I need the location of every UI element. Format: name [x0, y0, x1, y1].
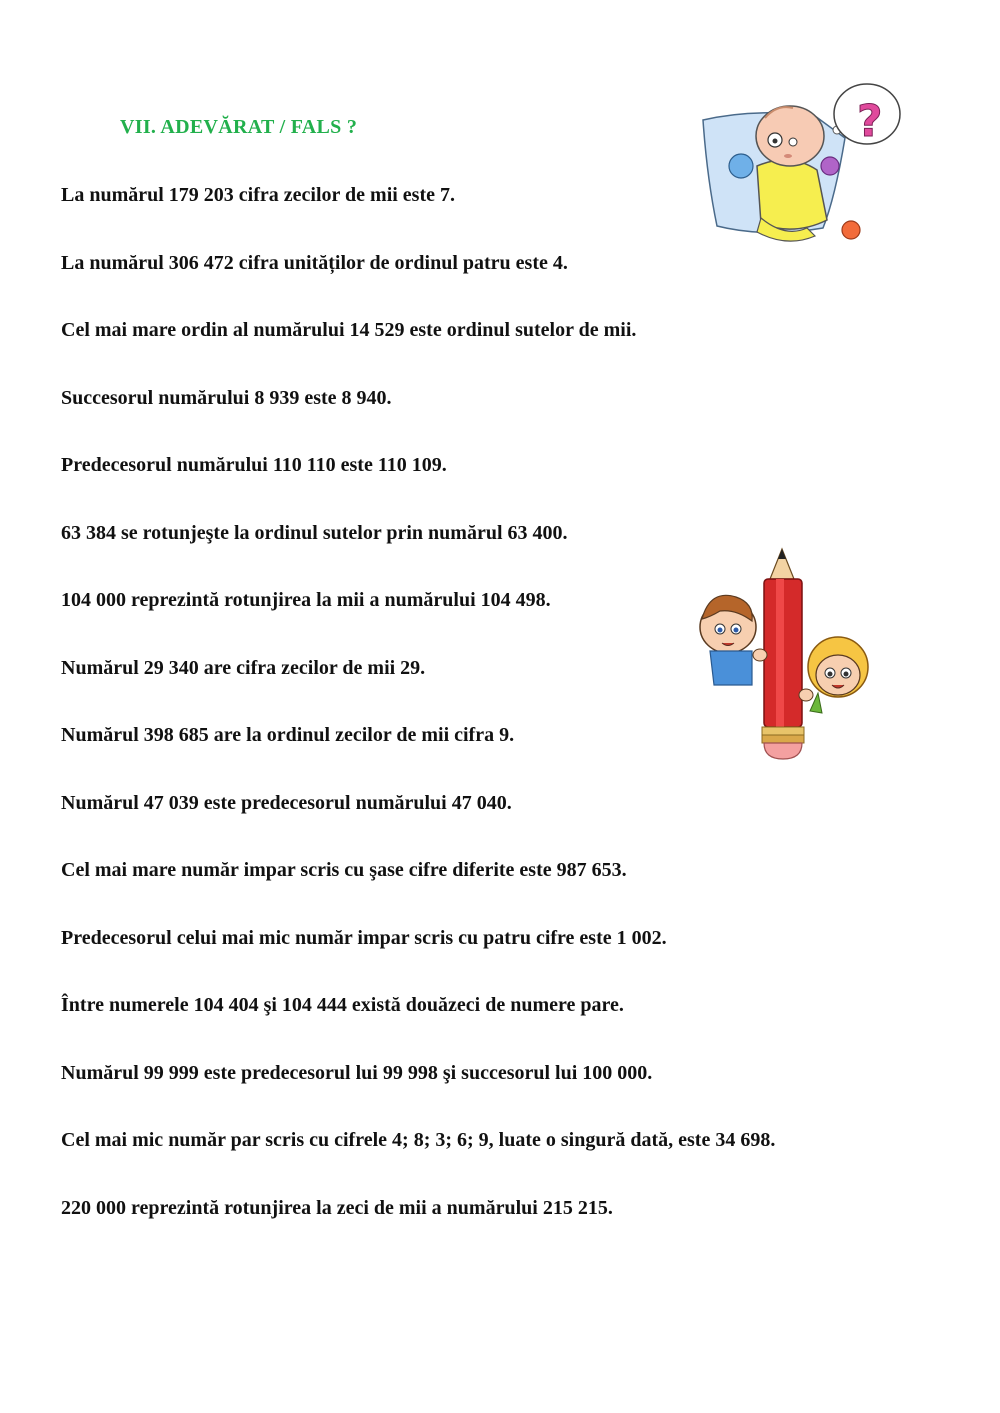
- statement-13: Între numerele 104 404 şi 104 444 există douăzeci de numere pare.: [61, 994, 624, 1016]
- question-mark-icon: ?: [857, 96, 883, 147]
- statement-7: 104 000 reprezintă rotunjirea la mii a numărului 104 498.: [61, 589, 551, 611]
- statement-3: Cel mai mare ordin al numărului 14 529 este ordinul sutelor de mii.: [61, 319, 637, 341]
- statement-9: Numărul 398 685 are la ordinul zecilor de mii cifra 9.: [61, 724, 515, 746]
- statement-6: 63 384 se rotunjeşte la ordinul sutelor prin numărul 63 400.: [61, 522, 568, 544]
- statement-8: Numărul 29 340 are cifra zecilor de mii 29.: [61, 657, 426, 679]
- statement-2: La numărul 306 472 cifra unităților de ordinul patru este 4.: [61, 252, 568, 274]
- statement-16: 220 000 reprezintă rotunjirea la zeci de mii a numărului 215 215.: [61, 1197, 613, 1219]
- statement-12: Predecesorul celui mai mic număr impar scris cu patru cifre este 1 002.: [61, 927, 667, 949]
- statement-5: Predecesorul numărului 110 110 este 110 109.: [61, 454, 447, 476]
- statement-1: La numărul 179 203 cifra zecilor de mii este 7.: [61, 184, 456, 206]
- statement-4: Succesorul numărului 8 939 este 8 940.: [61, 387, 392, 409]
- statement-14: Numărul 99 999 este predecesorul lui 99 998 şi succesorul lui 100 000.: [61, 1062, 653, 1084]
- thinking-baby-illustration: [695, 78, 910, 248]
- statement-15: Cel mai mic număr par scris cu cifrele 4; 8; 3; 6; 9, luate o singură dată, este 34 698.: [61, 1129, 776, 1151]
- kids-with-pencil-illustration: [690, 545, 880, 763]
- statement-11: Cel mai mare număr impar scris cu şase cifre diferite este 987 653.: [61, 859, 627, 881]
- worksheet-title: VII. ADEVĂRAT / FALS ?: [120, 116, 358, 138]
- statement-10: Numărul 47 039 este predecesorul numărului 47 040.: [61, 792, 512, 814]
